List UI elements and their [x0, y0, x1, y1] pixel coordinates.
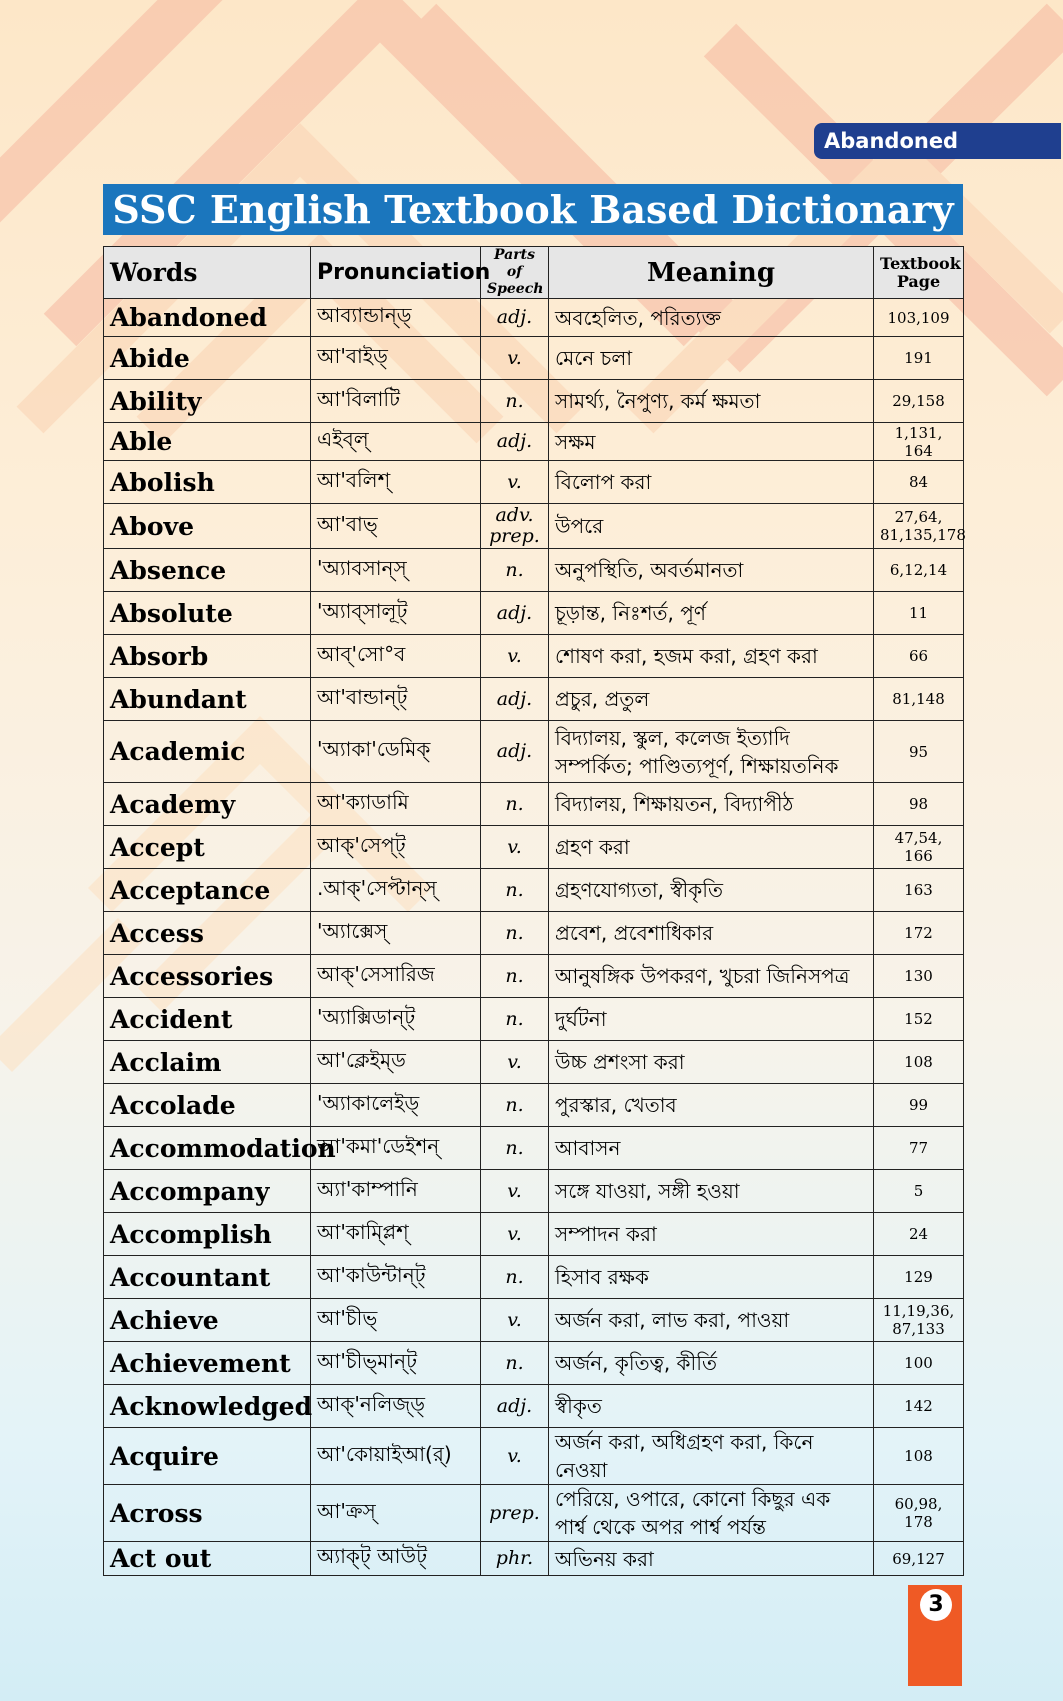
- meaning-cell: দুর্ঘটনা: [549, 998, 874, 1041]
- parts-of-speech-cell: n.: [481, 912, 549, 955]
- word-cell: Accomplish: [104, 1213, 311, 1256]
- word-cell: Absolute: [104, 592, 311, 635]
- meaning-cell: অনুপস্থিতি, অবর্তমানতা: [549, 549, 874, 592]
- textbook-page-cell: 11: [874, 592, 964, 635]
- word-cell: Academic: [104, 721, 311, 783]
- parts-of-speech-cell: n.: [481, 1256, 549, 1299]
- table-row: [104, 1342, 964, 1385]
- pronunciation-cell: আ'ক্রস্: [311, 1485, 481, 1542]
- page-number: 3: [920, 1589, 952, 1621]
- word-cell: Absorb: [104, 635, 311, 678]
- word-cell: Accountant: [104, 1256, 311, 1299]
- table-row: [104, 1485, 964, 1542]
- pronunciation-cell: আ'ক্যাডামি: [311, 783, 481, 826]
- textbook-page-cell: 95: [874, 721, 964, 783]
- meaning-cell: অর্জন করা, লাভ করা, পাওয়া: [549, 1299, 874, 1342]
- table-row: [104, 423, 964, 461]
- table-row: [104, 337, 964, 380]
- meaning-cell: বিলোপ করা: [549, 461, 874, 504]
- parts-of-speech-cell: n.: [481, 1084, 549, 1127]
- pronunciation-cell: 'অ্যাক্সিডান্ট্: [311, 998, 481, 1041]
- pronunciation-cell: আ'কমা'ডেইশন্: [311, 1127, 481, 1170]
- pronunciation-cell: আ'বলিশ্: [311, 461, 481, 504]
- word-cell: Academy: [104, 783, 311, 826]
- word-cell: Accept: [104, 826, 311, 869]
- textbook-page-cell: 77: [874, 1127, 964, 1170]
- pronunciation-cell: আ'বাভ্: [311, 504, 481, 549]
- textbook-page-cell: 5: [874, 1170, 964, 1213]
- parts-of-speech-cell: n.: [481, 998, 549, 1041]
- meaning-cell: গ্রহণ করা: [549, 826, 874, 869]
- table-row: [104, 721, 964, 783]
- pronunciation-cell: আ'কাম্প্লিশ্: [311, 1213, 481, 1256]
- table-row: [104, 1127, 964, 1170]
- word-cell: Across: [104, 1485, 311, 1542]
- word-cell: Accommodation: [104, 1127, 311, 1170]
- word-cell: Abundant: [104, 678, 311, 721]
- word-cell: Absence: [104, 549, 311, 592]
- textbook-page-cell: 191: [874, 337, 964, 380]
- pronunciation-cell: অ্যাক্ট্ আউট্: [311, 1542, 481, 1576]
- meaning-cell: অবহেলিত, পরিত্যক্ত: [549, 299, 874, 337]
- table-row: [104, 549, 964, 592]
- pronunciation-cell: আক্'সেপ্ট্: [311, 826, 481, 869]
- page-number-tab: [908, 1585, 962, 1686]
- pronunciation-cell: আক্'নলিজ্ড্: [311, 1385, 481, 1428]
- table-row: [104, 1041, 964, 1084]
- word-cell: Achievement: [104, 1342, 311, 1385]
- parts-of-speech-cell: v.: [481, 1041, 549, 1084]
- textbook-page-cell: 27,64, 81,135,178: [874, 504, 964, 549]
- meaning-cell: প্রচুর, প্রতুল: [549, 678, 874, 721]
- table-row: [104, 1084, 964, 1127]
- column-header-meaning: Meaning: [549, 247, 874, 299]
- meaning-cell: পেরিয়ে, ওপারে, কোনো কিছুর এক পার্শ্ব থেকে অপর পার্শ্ব পর্যন্ত: [549, 1485, 874, 1542]
- parts-of-speech-cell: n.: [481, 1342, 549, 1385]
- meaning-cell: স্বীকৃত: [549, 1385, 874, 1428]
- meaning-cell: শোষণ করা, হজম করা, গ্রহণ করা: [549, 635, 874, 678]
- pronunciation-cell: এইব্ল্: [311, 423, 481, 461]
- table-row: [104, 783, 964, 826]
- parts-of-speech-cell: v.: [481, 1170, 549, 1213]
- textbook-page-cell: 29,158: [874, 380, 964, 423]
- textbook-page-cell: 69,127: [874, 1542, 964, 1576]
- textbook-page-cell: 172: [874, 912, 964, 955]
- parts-of-speech-cell: adj.: [481, 423, 549, 461]
- parts-of-speech-cell: adj.: [481, 592, 549, 635]
- meaning-cell: উচ্চ প্রশংসা করা: [549, 1041, 874, 1084]
- textbook-page-cell: 108: [874, 1428, 964, 1485]
- textbook-page-cell: 66: [874, 635, 964, 678]
- word-cell: Acceptance: [104, 869, 311, 912]
- table-row: [104, 869, 964, 912]
- word-cell: Ability: [104, 380, 311, 423]
- pronunciation-cell: 'অ্যাব্সালূট্: [311, 592, 481, 635]
- word-cell: Abolish: [104, 461, 311, 504]
- parts-of-speech-cell: n.: [481, 783, 549, 826]
- column-header-words: Words: [104, 247, 311, 299]
- table-row: [104, 380, 964, 423]
- parts-of-speech-cell: adv. prep.: [481, 504, 549, 549]
- textbook-page-cell: 81,148: [874, 678, 964, 721]
- word-cell: Accolade: [104, 1084, 311, 1127]
- column-header-pronunciation: Pronunciation: [311, 247, 481, 299]
- table-row: [104, 826, 964, 869]
- pronunciation-cell: আ'কোয়াইআ(র্): [311, 1428, 481, 1485]
- word-cell: Acclaim: [104, 1041, 311, 1084]
- meaning-cell: চূড়ান্ত, নিঃশর্ত, পূর্ণ: [549, 592, 874, 635]
- textbook-page-cell: 152: [874, 998, 964, 1041]
- word-cell: Accessories: [104, 955, 311, 998]
- table-row: [104, 955, 964, 998]
- meaning-cell: প্রবেশ, প্রবেশাধিকার: [549, 912, 874, 955]
- table-row: [104, 1170, 964, 1213]
- header-tab: Abandoned: [814, 123, 1061, 159]
- pronunciation-cell: আ'বান্ডান্ট্: [311, 678, 481, 721]
- column-header-parts-of-speech: Parts of Speech: [481, 247, 549, 299]
- word-cell: Act out: [104, 1542, 311, 1576]
- meaning-cell: অভিনয় করা: [549, 1542, 874, 1576]
- parts-of-speech-cell: v.: [481, 1428, 549, 1485]
- pronunciation-cell: আ'ক্লেইম্ড: [311, 1041, 481, 1084]
- textbook-page-cell: 11,19,36, 87,133: [874, 1299, 964, 1342]
- meaning-cell: উপরে: [549, 504, 874, 549]
- word-cell: Accident: [104, 998, 311, 1041]
- meaning-cell: সম্পাদন করা: [549, 1213, 874, 1256]
- parts-of-speech-cell: n.: [481, 1127, 549, 1170]
- meaning-cell: সক্ষম: [549, 423, 874, 461]
- textbook-page-cell: 108: [874, 1041, 964, 1084]
- meaning-cell: পুরস্কার, খেতাব: [549, 1084, 874, 1127]
- parts-of-speech-cell: adj.: [481, 721, 549, 783]
- table-row: [104, 1256, 964, 1299]
- table-row: [104, 461, 964, 504]
- parts-of-speech-cell: n.: [481, 380, 549, 423]
- parts-of-speech-cell: v.: [481, 1299, 549, 1342]
- column-header-textbook-page: Textbook Page: [874, 247, 964, 299]
- meaning-cell: বিদ্যালয়, স্কুল, কলেজ ইত্যাদি সম্পর্কিত; পাণ্ডিত্যপূর্ণ, শিক্ষায়তনিক: [549, 721, 874, 783]
- meaning-cell: সামর্থ্য, নৈপুণ্য, কর্ম ক্ষমতা: [549, 380, 874, 423]
- table-row: [104, 912, 964, 955]
- table-row: [104, 678, 964, 721]
- pronunciation-cell: আব্যান্ডান্ড্: [311, 299, 481, 337]
- page-title: SSC English Textbook Based Dictionary: [103, 184, 963, 235]
- textbook-page-cell: 47,54, 166: [874, 826, 964, 869]
- textbook-page-cell: 60,98, 178: [874, 1485, 964, 1542]
- meaning-cell: অর্জন করা, অধিগ্রহণ করা, কিনে নেওয়া: [549, 1428, 874, 1485]
- textbook-page-cell: 129: [874, 1256, 964, 1299]
- pronunciation-cell: 'অ্যাবসান্স্: [311, 549, 481, 592]
- textbook-page-cell: 103,109: [874, 299, 964, 337]
- meaning-cell: সঙ্গে যাওয়া, সঙ্গী হওয়া: [549, 1170, 874, 1213]
- textbook-page-cell: 6,12,14: [874, 549, 964, 592]
- word-cell: Abide: [104, 337, 311, 380]
- textbook-page-cell: 84: [874, 461, 964, 504]
- dictionary-table: [103, 246, 964, 1576]
- textbook-page-cell: 142: [874, 1385, 964, 1428]
- pronunciation-cell: 'অ্যাক্সেস্: [311, 912, 481, 955]
- meaning-cell: মেনে চলা: [549, 337, 874, 380]
- pronunciation-cell: 'অ্যাকা'ডেমিক্: [311, 721, 481, 783]
- parts-of-speech-cell: prep.: [481, 1485, 549, 1542]
- word-cell: Access: [104, 912, 311, 955]
- word-cell: Achieve: [104, 1299, 311, 1342]
- pronunciation-cell: 'অ্যাকালেইড্: [311, 1084, 481, 1127]
- parts-of-speech-cell: v.: [481, 461, 549, 504]
- table-row: [104, 1428, 964, 1485]
- table-row: [104, 504, 964, 549]
- meaning-cell: বিদ্যালয়, শিক্ষায়তন, বিদ্যাপীঠ: [549, 783, 874, 826]
- textbook-page-cell: 99: [874, 1084, 964, 1127]
- pronunciation-cell: অ্যা'কাম্পানি: [311, 1170, 481, 1213]
- parts-of-speech-cell: n.: [481, 869, 549, 912]
- parts-of-speech-cell: v.: [481, 1213, 549, 1256]
- parts-of-speech-cell: v.: [481, 337, 549, 380]
- textbook-page-cell: 130: [874, 955, 964, 998]
- pronunciation-cell: আ'বিলাটি: [311, 380, 481, 423]
- table-row: [104, 1299, 964, 1342]
- parts-of-speech-cell: phr.: [481, 1542, 549, 1576]
- table-row: [104, 592, 964, 635]
- table-row: [104, 299, 964, 337]
- textbook-page-cell: 98: [874, 783, 964, 826]
- table-row: [104, 1542, 964, 1576]
- pronunciation-cell: আব্'সো°ব: [311, 635, 481, 678]
- word-cell: Acquire: [104, 1428, 311, 1485]
- word-cell: Above: [104, 504, 311, 549]
- parts-of-speech-cell: v.: [481, 826, 549, 869]
- parts-of-speech-cell: adj.: [481, 678, 549, 721]
- table-row: [104, 998, 964, 1041]
- textbook-page-cell: 163: [874, 869, 964, 912]
- meaning-cell: আনুষঙ্গিক উপকরণ, খুচরা জিনিসপত্র: [549, 955, 874, 998]
- pronunciation-cell: আ'চীভ্: [311, 1299, 481, 1342]
- textbook-page-cell: 1,131, 164: [874, 423, 964, 461]
- table-row: [104, 1213, 964, 1256]
- parts-of-speech-cell: n.: [481, 955, 549, 998]
- parts-of-speech-cell: v.: [481, 635, 549, 678]
- word-cell: Acknowledged: [104, 1385, 311, 1428]
- meaning-cell: আবাসন: [549, 1127, 874, 1170]
- table-row: [104, 635, 964, 678]
- word-cell: Accompany: [104, 1170, 311, 1213]
- textbook-page-cell: 24: [874, 1213, 964, 1256]
- meaning-cell: অর্জন, কৃতিত্ব, কীর্তি: [549, 1342, 874, 1385]
- textbook-page-cell: 100: [874, 1342, 964, 1385]
- parts-of-speech-cell: n.: [481, 549, 549, 592]
- meaning-cell: হিসাব রক্ষক: [549, 1256, 874, 1299]
- word-cell: Able: [104, 423, 311, 461]
- pronunciation-cell: আ'বাইড্: [311, 337, 481, 380]
- meaning-cell: গ্রহণযোগ্যতা, স্বীকৃতি: [549, 869, 874, 912]
- pronunciation-cell: আক্'সেসারিজ: [311, 955, 481, 998]
- parts-of-speech-cell: adj.: [481, 1385, 549, 1428]
- pronunciation-cell: আ'কাউন্টান্ট্: [311, 1256, 481, 1299]
- word-cell: Abandoned: [104, 299, 311, 337]
- table-header-row: [104, 247, 964, 299]
- pronunciation-cell: আ'চীভ্মান্ট্: [311, 1342, 481, 1385]
- table-row: [104, 1385, 964, 1428]
- parts-of-speech-cell: adj.: [481, 299, 549, 337]
- pronunciation-cell: .আক্'সেপ্টান্স্: [311, 869, 481, 912]
